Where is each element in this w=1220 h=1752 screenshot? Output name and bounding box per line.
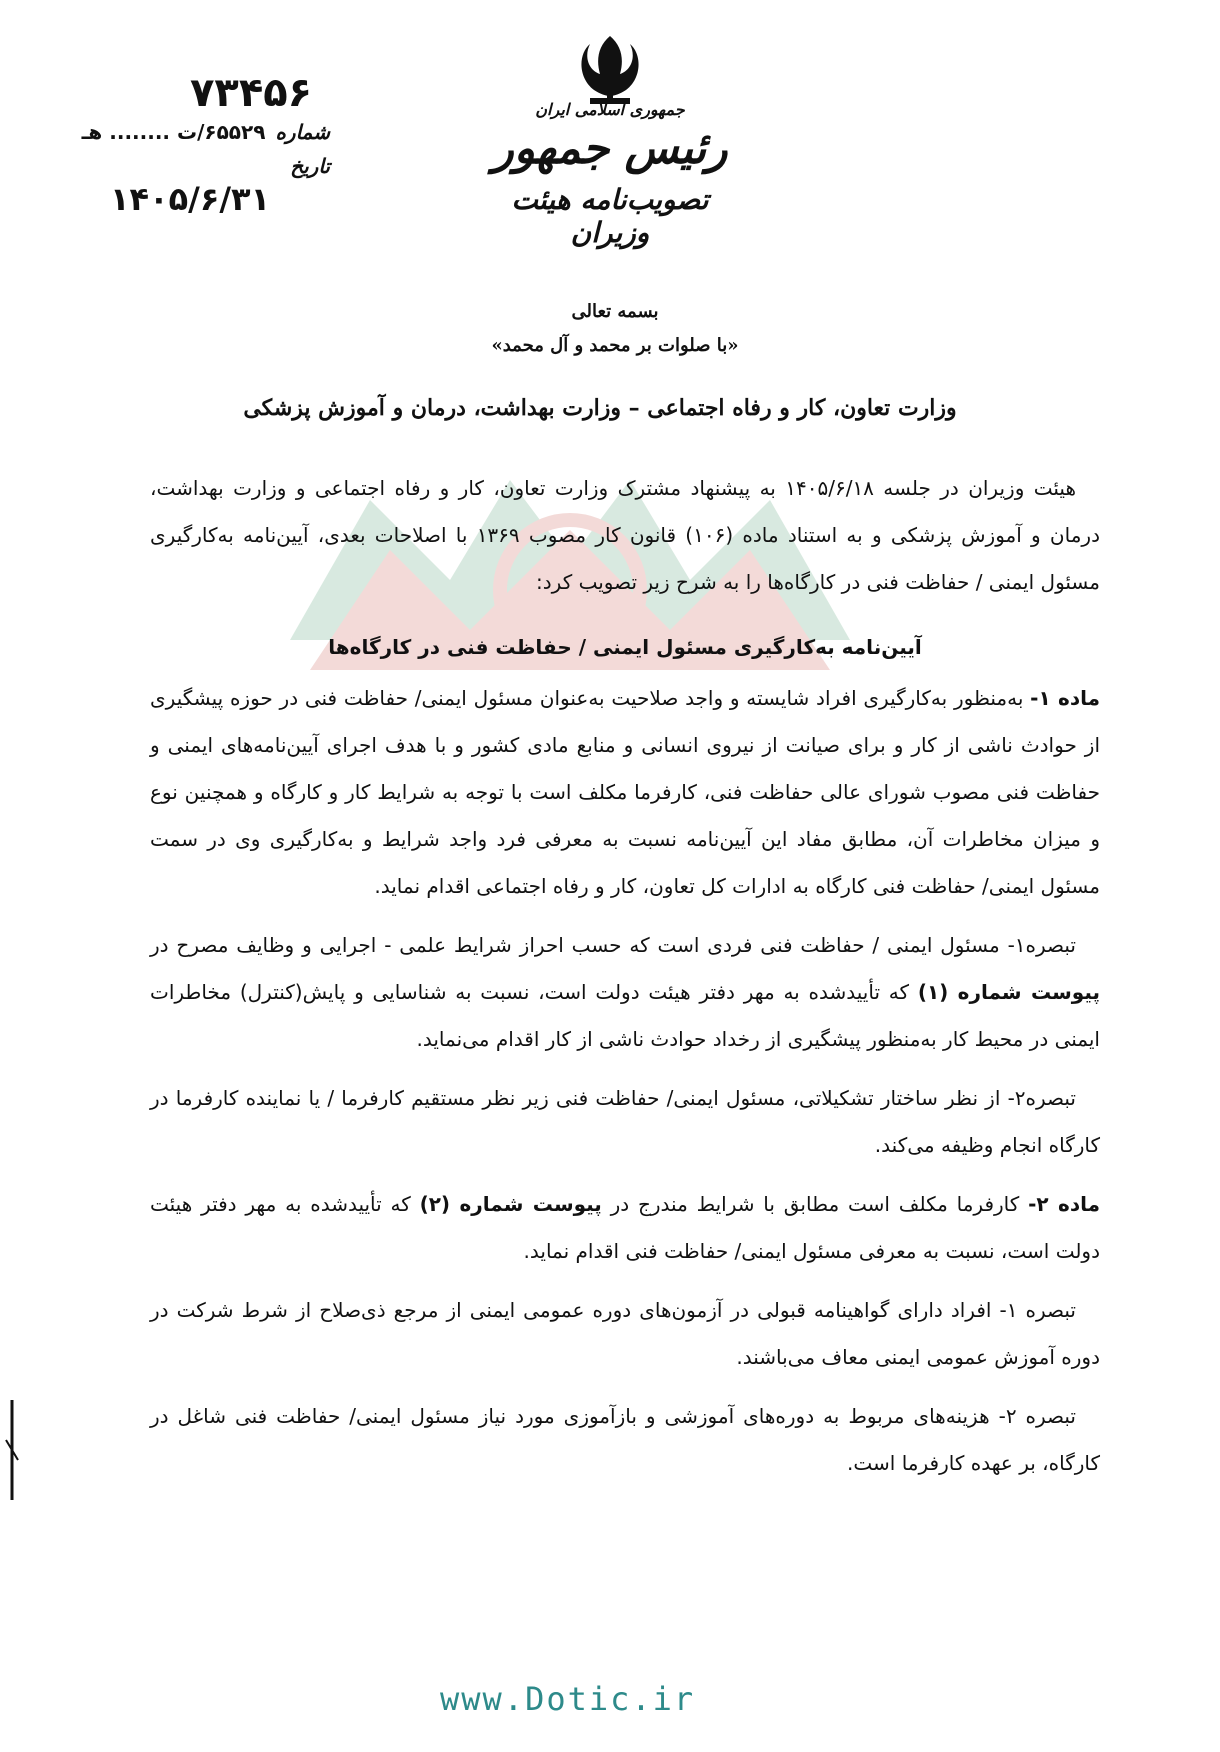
basmala-line-1: بسمه تعالی — [571, 301, 659, 322]
note-1-1-text-b: که تأییدشده به مهر دفتر هیئت دولت است، نسبت به شناسایی و پایش(کنترل) مخاطرات ایمنی در محیط کار به‌منظور پیشگیری از رخداد حوادث ناشی از کار اقدام می‌نماید. — [150, 980, 1100, 1051]
republic-title: جمهوری اسلامی ایران — [535, 100, 685, 119]
letterhead — [480, 100, 740, 249]
note-1-1-text-a: تبصره۱- مسئول ایمنی / حفاظت فنی فردی است که حسب احراز شرایط علمی - اجرایی و وظایف مصرح در — [150, 933, 1076, 957]
date-value: ۱۴۰۵/۶/۳۱ — [110, 180, 271, 218]
annex-2-ref: پیوست شماره (۲) — [419, 1192, 602, 1216]
number-value: ۶۵۵۲۹/ت ........ هـ — [81, 120, 266, 144]
recipients-line: وزارت تعاون، کار و رفاه اجتماعی – وزارت بهداشت، درمان و آموزش پزشکی — [243, 395, 957, 421]
intro-paragraph: هیئت وزیران در جلسه ۱۴۰۵/۶/۱۸ به پیشنهاد مشترک وزارت تعاون، کار و رفاه اجتماعی و وزارت بهداشت، درمان و آموزش پزشکی و به استناد ماده (۱۰۶) قانون کار مصوب ۱۳۶۹ با اصلاحات بعدی، آیین‌نامه به‌کارگیری مسئول ایمنی / حفاظت فنی در کارگاه‌ها را به شرح زیر تصویب کرد: — [150, 476, 1100, 594]
annex-1-ref: پیوست شماره (۱) — [917, 980, 1101, 1004]
article-1-text: به‌منظور به‌کارگیری افراد شایسته و واجد صلاحیت به‌عنوان مسئول ایمنی/ حفاظت فنی در حوزه پیشگیری از حوادث ناشی از کار و برای صیانت از نیروی انسانی و منابع مادی کشور و با هدف اجرای آیین‌نامه‌های ایمنی و حفاظت فنی مصوب شورای عالی حفاظت فنی، کارفرما مکلف است با توجه به شرایط کار و کارگاه و همچنین نوع و میزان مخاطرات آن، مطابق مفاد این آیین‌نامه نسبت به معرفی فرد واجد شرایط و به‌کارگیری وی در سمت مسئول ایمنی/ حفاظت فنی کارگاه به ادارات کل تعاون، کار و رفاه اجتماعی اقدام نماید. — [150, 686, 1100, 898]
iran-emblem-icon — [570, 30, 650, 110]
article-1-note-2: تبصره۲- از نظر ساختار تشکیلاتی، مسئول ایمنی/ حفاظت فنی زیر نظر مستقیم کارفرما / یا نماینده کارفرما در کارگاه انجام وظیفه می‌کند. — [150, 1086, 1100, 1157]
article-2-label: ماده ۲- — [1028, 1192, 1100, 1216]
article-2-note-1: تبصره ۱- افراد دارای گواهینامه قبولی در آزمون‌های دوره عمومی ایمنی از مرجع ذی‌صلاح از شرط شرکت در دوره آموزش عمومی ایمنی معاف می‌باشند. — [150, 1298, 1100, 1369]
article-1-note-1 — [150, 922, 1100, 1063]
article-2-text-b: که تأییدشده به مهر دفتر هیئت دولت است، نسبت به معرفی مسئول ایمنی/ حفاظت فنی اقدام نماید. — [150, 1192, 1100, 1263]
article-2-text-a: کارفرما مکلف است مطابق با شرایط مندرج در — [610, 1192, 1020, 1216]
number-label: شماره — [275, 120, 330, 144]
letter-meta — [30, 120, 330, 188]
basmala-line-2: «با صلوات بر محمد و آل محمد» — [491, 335, 739, 357]
cabinet-decree-title: تصویب‌نامه هیئت وزیران — [511, 183, 709, 250]
date-label: تاریخ — [290, 154, 330, 178]
article-2-note-2: تبصره ۲- هزینه‌های مربوط به دوره‌های آموزشی و بازآموزی مورد نیاز مسئول ایمنی/ حفاظت فنی شاغل در کارگاه، بر عهده کارفرما است. — [150, 1404, 1100, 1475]
registration-stamp-number: ۷۳۴۵۶ — [190, 70, 313, 116]
regulation-title: آیین‌نامه به‌کارگیری مسئول ایمنی / حفاظت فنی در کارگاه‌ها — [328, 635, 922, 659]
decree-body — [150, 465, 1100, 1499]
binding-mark — [4, 1400, 20, 1500]
president-title: رئیس جمهور — [492, 123, 728, 174]
basmala — [470, 295, 760, 363]
article-1-label: ماده ۱- — [1030, 686, 1100, 710]
number-row — [30, 120, 330, 144]
article-2 — [150, 1181, 1100, 1275]
article-1 — [150, 675, 1100, 910]
source-watermark-url[interactable]: www.Dotic.ir — [440, 1680, 696, 1718]
date-row — [30, 154, 330, 178]
